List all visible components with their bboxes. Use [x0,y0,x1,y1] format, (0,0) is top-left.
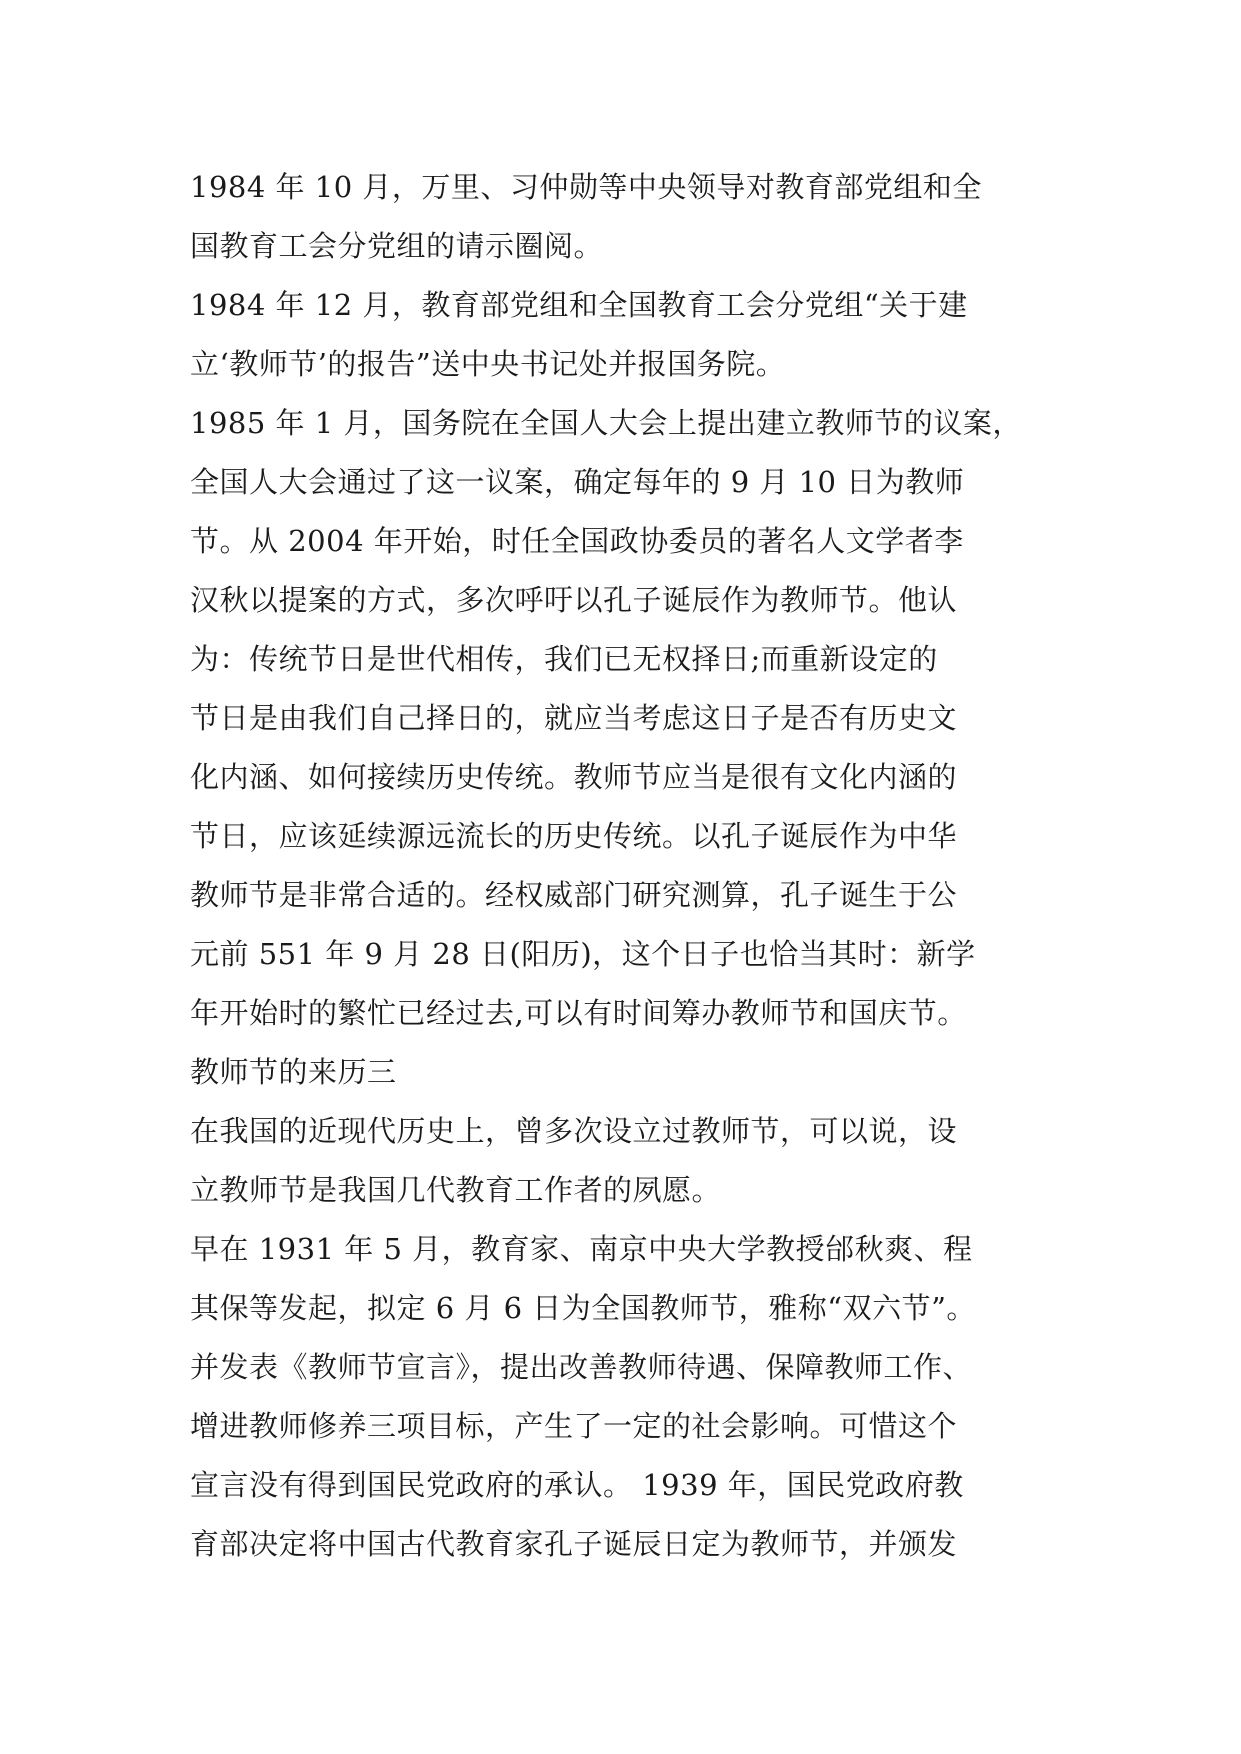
text-line: 教师节是非常合适的。经权威部门研究测算，孔子诞生于公 [190,878,958,912]
text-line: 1984 年 12 月，教育部党组和全国教育工会分党组“关于建 [190,288,968,322]
text-line: 1984 年 10 月，万里、习仲勋等中央领导对教育部党组和全 [190,170,982,204]
text-line: 汉秋以提案的方式，多次呼吁以孔子诞辰作为教师节。他认 [190,583,958,617]
text-line: 其保等发起，拟定 6 月 6 日为全国教师节，雅称“双六节”。 [190,1291,976,1325]
text-line: 化内涵、如何接续历史传统。教师节应当是很有文化内涵的 [190,760,958,794]
text-line: 1985 年 1 月，国务院在全国人大会上提出建立教师节的议案， [190,406,1022,440]
text-line: 为：传统节日是世代相传，我们已无权择日;而重新设定的 [190,642,938,676]
text-line: 增进教师修养三项目标，产生了一定的社会影响。可惜这个 [190,1409,958,1443]
text-line: 节。从 2004 年开始，时任全国政协委员的著名人文学者李 [190,524,964,558]
text-line: 立‘教师节’的报告”送中央书记处并报国务院。 [190,347,786,381]
text-line: 早在 1931 年 5 月，教育家、南京中央大学教授邰秋爽、程 [190,1232,973,1266]
text-line: 立教师节是我国几代教育工作者的夙愿。 [190,1173,722,1207]
text-line: 节日是由我们自己择日的，就应当考虑这日子是否有历史文 [190,701,958,735]
text-line: 在我国的近现代历史上，曾多次设立过教师节，可以说，设 [190,1114,958,1148]
text-line: 年开始时的繁忙已经过去,可以有时间筹办教师节和国庆节。 [190,996,967,1030]
text-line: 宣言没有得到国民党政府的承认。 1939 年，国民党政府教 [190,1468,964,1502]
text-line: 育部决定将中国古代教育家孔子诞辰日定为教师节，并颁发 [190,1527,958,1561]
text-line: 元前 551 年 9 月 28 日(阳历)，这个日子也恰当其时：新学 [190,937,976,971]
text-line: 全国人大会通过了这一议案，确定每年的 9 月 10 日为教师 [190,465,965,499]
text-line: 国教育工会分党组的请示圈阅。 [190,229,604,263]
text-line: 节日，应该延续源远流长的历史传统。以孔子诞辰作为中华 [190,819,958,853]
body-text [190,158,1050,1574]
section-heading: 教师节的来历三 [190,1055,397,1089]
text-line: 并发表《教师节宣言》，提出改善教师待遇、保障教师工作、 [190,1350,973,1384]
